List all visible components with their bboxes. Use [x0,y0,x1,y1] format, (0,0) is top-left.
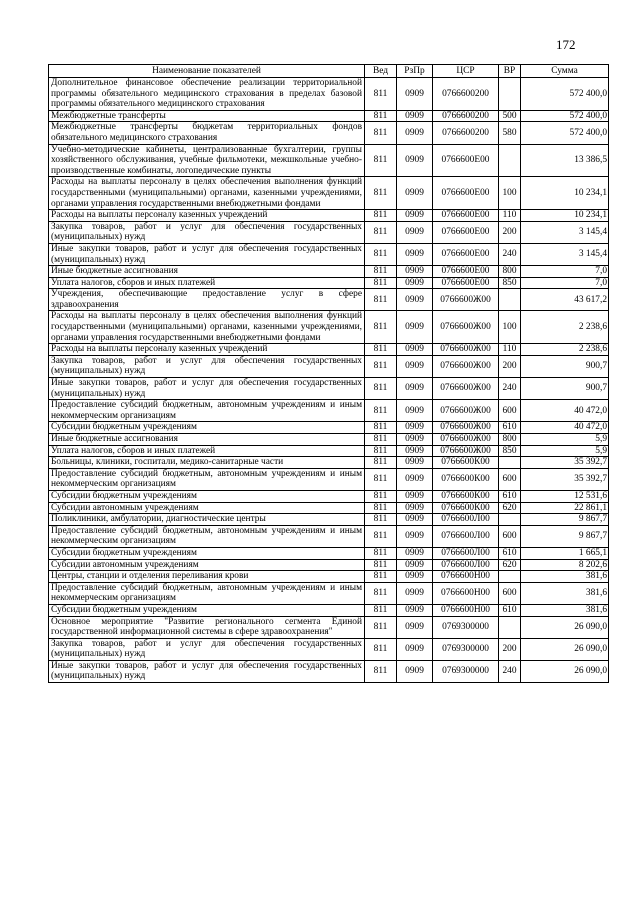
cell-vr: 800 [499,266,521,278]
cell-ved: 811 [365,122,397,144]
cell-sum: 5,9 [521,445,609,457]
cell-vr [499,289,521,311]
cell-rzpr: 0909 [397,457,433,469]
cell-csr: 0766600Ж00 [433,344,499,356]
cell-ved: 811 [365,78,397,111]
cell-name: Иные закупки товаров, работ и услуг для обеспечения государственных (муниципальных) нужд [49,660,365,682]
cell-csr: 0766600К00 [433,502,499,514]
cell-vr: 600 [499,400,521,422]
cell-csr: 0766600Л00 [433,547,499,559]
cell-vr: 500 [499,110,521,122]
cell-csr: 0766600Ж00 [433,378,499,400]
cell-name: Иные закупки товаров, работ и услуг для обеспечения государственных (муниципальных) нужд [49,378,365,400]
cell-name: Субсидии бюджетным учреждениям [49,422,365,434]
table-row [49,110,609,122]
cell-name: Субсидии автономным учреждениям [49,559,365,571]
cell-rzpr: 0909 [397,502,433,514]
cell-ved: 811 [365,514,397,526]
cell-ved: 811 [365,422,397,434]
cell-sum: 22 861,1 [521,502,609,514]
cell-sum: 381,6 [521,582,609,604]
cell-rzpr: 0909 [397,445,433,457]
cell-name: Предоставление субсидий бюджетным, автономным учреждениям и иным некоммерческим организациям [49,582,365,604]
cell-rzpr: 0909 [397,210,433,222]
cell-name: Иные бюджетные ассигнования [49,266,365,278]
cell-ved: 811 [365,616,397,638]
cell-rzpr: 0909 [397,378,433,400]
cell-vr: 850 [499,277,521,289]
table-row [49,571,609,583]
cell-sum: 10 234,1 [521,177,609,210]
cell-vr: 600 [499,468,521,490]
cell-csr: 0766600Е00 [433,277,499,289]
table-row [49,177,609,210]
cell-csr: 0766600Л00 [433,559,499,571]
cell-csr: 0766600Ж00 [433,400,499,422]
cell-name: Иные закупки товаров, работ и услуг для обеспечения государственных (муниципальных) нужд [49,243,365,265]
cell-csr: 0766600Е00 [433,221,499,243]
cell-name: Учреждения, обеспечивающие предоставление услуг в сфере здравоохранения [49,289,365,311]
cell-vr: 610 [499,422,521,434]
table-row [49,638,609,660]
cell-ved: 811 [365,434,397,446]
cell-rzpr: 0909 [397,434,433,446]
cell-csr: 0766600200 [433,122,499,144]
cell-name: Межбюджетные трансферты бюджетам территориальных фондов обязательного медицинского страхования [49,122,365,144]
cell-vr: 110 [499,210,521,222]
cell-rzpr: 0909 [397,582,433,604]
cell-name: Субсидии автономным учреждениям [49,502,365,514]
table-row [49,122,609,144]
table-row [49,490,609,502]
cell-vr: 100 [499,177,521,210]
cell-vr [499,616,521,638]
cell-ved: 811 [365,604,397,616]
cell-csr: 0766600Е00 [433,144,499,177]
cell-sum: 900,7 [521,355,609,377]
cell-rzpr: 0909 [397,355,433,377]
table-row [49,616,609,638]
cell-name: Расходы на выплаты персоналу в целях обеспечения выполнения функций государственными (муниципальными) органами, казенными учреждениями, органами управления государственными внебюджетными фондами [49,177,365,210]
cell-name: Расходы на выплаты персоналу в целях обеспечения выполнения функций государственными (муниципальными) органами, казенными учреждениями, органами управления государственными внебюджетными фондами [49,311,365,344]
cell-csr: 0766600Ж00 [433,422,499,434]
table-row [49,422,609,434]
cell-ved: 811 [365,344,397,356]
table-row [49,78,609,111]
cell-rzpr: 0909 [397,468,433,490]
cell-vr: 850 [499,445,521,457]
cell-csr: 0766600Е00 [433,243,499,265]
cell-ved: 811 [365,660,397,682]
cell-vr: 620 [499,502,521,514]
cell-rzpr: 0909 [397,221,433,243]
cell-vr: 620 [499,559,521,571]
cell-rzpr: 0909 [397,547,433,559]
cell-csr: 0766600Е00 [433,210,499,222]
cell-ved: 811 [365,525,397,547]
cell-vr: 240 [499,243,521,265]
cell-csr: 0766600К00 [433,490,499,502]
cell-ved: 811 [365,547,397,559]
cell-vr [499,514,521,526]
cell-csr: 0766600Л00 [433,514,499,526]
cell-ved: 811 [365,177,397,210]
table-row [49,144,609,177]
cell-sum: 572 400,0 [521,78,609,111]
cell-vr: 610 [499,490,521,502]
cell-ved: 811 [365,243,397,265]
cell-rzpr: 0909 [397,311,433,344]
cell-sum: 2 238,6 [521,311,609,344]
cell-csr: 0766600200 [433,78,499,111]
cell-rzpr: 0909 [397,122,433,144]
table-row [49,243,609,265]
header-name: Наименование показателей [49,65,365,78]
cell-name: Субсидии бюджетным учреждениям [49,604,365,616]
header-ved: Вед [365,65,397,78]
cell-vr: 600 [499,525,521,547]
cell-vr: 110 [499,344,521,356]
cell-vr: 200 [499,638,521,660]
table-row [49,355,609,377]
cell-csr: 0766600200 [433,110,499,122]
cell-name: Дополнительное финансовое обеспечение реализации территориальной программы обязательного медицинского страхования в пределах базовой программы обязательного медицинского страхования [49,78,365,111]
cell-ved: 811 [365,221,397,243]
cell-sum: 40 472,0 [521,400,609,422]
cell-rzpr: 0909 [397,514,433,526]
cell-ved: 811 [365,502,397,514]
header-vr: ВР [499,65,521,78]
cell-name: Больницы, клиники, госпитали, медико-санитарные части [49,457,365,469]
cell-csr: 0769300000 [433,638,499,660]
cell-sum: 381,6 [521,604,609,616]
table-row [49,277,609,289]
table-row [49,210,609,222]
cell-ved: 811 [365,571,397,583]
table-row [49,660,609,682]
cell-csr: 0766600Ж00 [433,311,499,344]
table-row [49,514,609,526]
cell-csr: 0769300000 [433,616,499,638]
cell-name: Учебно-методические кабинеты, централизованные бухгалтерии, группы хозяйственного обслуживания, учебные фильмотеки, межшкольные учебно-производственные комбинаты, логопедические пункты [49,144,365,177]
cell-sum: 7,0 [521,266,609,278]
header-csr: ЦСР [433,65,499,78]
cell-rzpr: 0909 [397,289,433,311]
cell-ved: 811 [365,210,397,222]
table-row [49,502,609,514]
cell-name: Предоставление субсидий бюджетным, автономным учреждениям и иным некоммерческим организациям [49,525,365,547]
cell-sum: 26 090,0 [521,616,609,638]
cell-ved: 811 [365,582,397,604]
cell-name: Уплата налогов, сборов и иных платежей [49,445,365,457]
cell-sum: 26 090,0 [521,638,609,660]
budget-table [48,64,609,683]
cell-ved: 811 [365,638,397,660]
cell-csr: 0766600Е00 [433,266,499,278]
header-sum: Сумма [521,65,609,78]
cell-rzpr: 0909 [397,422,433,434]
cell-name: Закупка товаров, работ и услуг для обеспечения государственных (муниципальных) нужд [49,221,365,243]
cell-vr: 240 [499,660,521,682]
table-row [49,378,609,400]
cell-csr: 0766600Е00 [433,177,499,210]
cell-rzpr: 0909 [397,571,433,583]
cell-ved: 811 [365,266,397,278]
cell-ved: 811 [365,277,397,289]
cell-rzpr: 0909 [397,400,433,422]
cell-sum: 572 400,0 [521,122,609,144]
header-rzpr: РзПр [397,65,433,78]
cell-ved: 811 [365,468,397,490]
cell-ved: 811 [365,378,397,400]
cell-vr [499,78,521,111]
page-number: 172 [556,37,576,52]
cell-ved: 811 [365,144,397,177]
cell-rzpr: 0909 [397,604,433,616]
cell-sum: 13 386,5 [521,144,609,177]
cell-name: Расходы на выплаты персоналу казенных учреждений [49,344,365,356]
cell-vr: 580 [499,122,521,144]
cell-sum: 3 145,4 [521,243,609,265]
cell-sum: 381,6 [521,571,609,583]
cell-name: Центры, станции и отделения переливания крови [49,571,365,583]
cell-ved: 811 [365,457,397,469]
cell-rzpr: 0909 [397,243,433,265]
cell-name: Иные бюджетные ассигнования [49,434,365,446]
table-row [49,434,609,446]
table-row [49,559,609,571]
cell-vr: 610 [499,604,521,616]
cell-rzpr: 0909 [397,344,433,356]
cell-sum: 572 400,0 [521,110,609,122]
cell-vr: 200 [499,221,521,243]
cell-name: Предоставление субсидий бюджетным, автономным учреждениям и иным некоммерческим организациям [49,468,365,490]
table-row [49,289,609,311]
cell-vr: 200 [499,355,521,377]
cell-csr: 0766600К00 [433,468,499,490]
cell-sum: 12 531,6 [521,490,609,502]
table-row [49,311,609,344]
cell-ved: 811 [365,289,397,311]
cell-sum: 2 238,6 [521,344,609,356]
cell-vr: 600 [499,582,521,604]
table-row [49,525,609,547]
table-row [49,457,609,469]
cell-csr: 0766600Ж00 [433,445,499,457]
cell-rzpr: 0909 [397,144,433,177]
cell-rzpr: 0909 [397,525,433,547]
cell-name: Предоставление субсидий бюджетным, автономным учреждениям и иным некоммерческим организациям [49,400,365,422]
cell-csr: 0766600Н00 [433,571,499,583]
cell-sum: 8 202,6 [521,559,609,571]
cell-name: Закупка товаров, работ и услуг для обеспечения государственных (муниципальных) нужд [49,355,365,377]
cell-rzpr: 0909 [397,660,433,682]
cell-sum: 26 090,0 [521,660,609,682]
cell-csr: 0766600Н00 [433,604,499,616]
cell-sum: 9 867,7 [521,525,609,547]
table-row [49,547,609,559]
cell-name: Субсидии бюджетным учреждениям [49,490,365,502]
cell-csr: 0766600Ж00 [433,289,499,311]
table-header-row [49,65,609,78]
cell-csr: 0766600Л00 [433,525,499,547]
cell-name: Расходы на выплаты персоналу казенных учреждений [49,210,365,222]
cell-sum: 1 665,1 [521,547,609,559]
cell-ved: 811 [365,445,397,457]
cell-name: Поликлиники, амбулатории, диагностические центры [49,514,365,526]
cell-sum: 35 392,7 [521,457,609,469]
cell-csr: 0766600К00 [433,457,499,469]
cell-rzpr: 0909 [397,616,433,638]
table-row [49,344,609,356]
table-row [49,445,609,457]
cell-name: Межбюджетные трансферты [49,110,365,122]
cell-csr: 0766600Н00 [433,582,499,604]
cell-sum: 900,7 [521,378,609,400]
cell-name: Основное мероприятие "Развитие регионального сегмента Единой государственной информационной системы в сфере здравоохранения" [49,616,365,638]
cell-ved: 811 [365,490,397,502]
cell-csr: 0769300000 [433,660,499,682]
cell-sum: 3 145,4 [521,221,609,243]
table-row [49,468,609,490]
table-row [49,582,609,604]
cell-ved: 811 [365,559,397,571]
cell-sum: 40 472,0 [521,422,609,434]
cell-vr: 240 [499,378,521,400]
cell-rzpr: 0909 [397,177,433,210]
cell-rzpr: 0909 [397,490,433,502]
table-row [49,604,609,616]
table-row [49,400,609,422]
cell-vr: 800 [499,434,521,446]
cell-vr [499,571,521,583]
cell-ved: 811 [365,110,397,122]
cell-vr: 100 [499,311,521,344]
cell-ved: 811 [365,355,397,377]
cell-rzpr: 0909 [397,266,433,278]
cell-rzpr: 0909 [397,78,433,111]
cell-rzpr: 0909 [397,110,433,122]
cell-sum: 35 392,7 [521,468,609,490]
cell-ved: 811 [365,311,397,344]
cell-sum: 43 617,2 [521,289,609,311]
table-row [49,266,609,278]
cell-name: Субсидии бюджетным учреждениям [49,547,365,559]
cell-name: Уплата налогов, сборов и иных платежей [49,277,365,289]
cell-vr [499,144,521,177]
table-row [49,221,609,243]
cell-csr: 0766600Ж00 [433,355,499,377]
cell-ved: 811 [365,400,397,422]
cell-vr: 610 [499,547,521,559]
cell-rzpr: 0909 [397,559,433,571]
cell-csr: 0766600Ж00 [433,434,499,446]
cell-name: Закупка товаров, работ и услуг для обеспечения государственных (муниципальных) нужд [49,638,365,660]
cell-rzpr: 0909 [397,277,433,289]
cell-sum: 9 867,7 [521,514,609,526]
cell-rzpr: 0909 [397,638,433,660]
cell-vr [499,457,521,469]
cell-sum: 7,0 [521,277,609,289]
cell-sum: 10 234,1 [521,210,609,222]
cell-sum: 5,9 [521,434,609,446]
